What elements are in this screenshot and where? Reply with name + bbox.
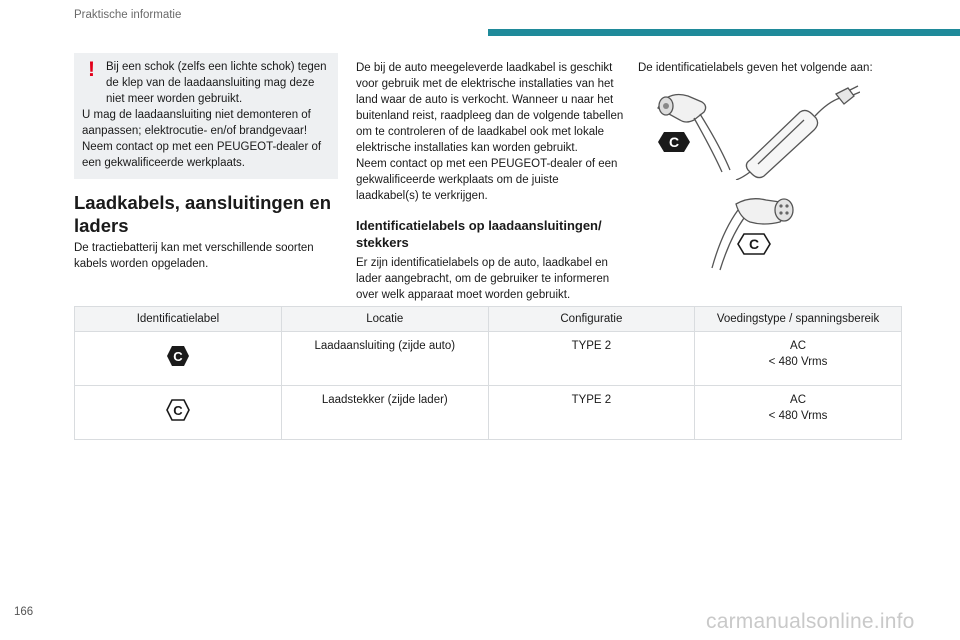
connector-cable-illustration: [650, 80, 860, 180]
location-cell: Laadaansluiting (zijde auto): [281, 332, 488, 386]
warning-text-1: Bij een schok (zelfs een lichte schok) tegen de klep van de laadaansluiting mag deze niet meer worden gebruikt.: [106, 61, 327, 105]
column2-para2: Neem contact op met een PEUGEOT-dealer of een gekwalificeerde werkplaats om de juiste laadkabel(s) te verkrijgen.: [356, 158, 618, 202]
subheading: Identificatielabels op laadaansluitingen/ stekkers: [356, 218, 602, 250]
power-type: AC: [790, 340, 807, 352]
power-type: AC: [790, 394, 807, 406]
warning-text-3: Neem contact op met een PEUGEOT-dealer of een gekwalificeerde werkplaats.: [82, 141, 322, 169]
control-box-icon: [736, 86, 860, 180]
label-cell: [75, 332, 282, 386]
table-header-location: Locatie: [281, 307, 488, 332]
vehicle-label-c-icon: [658, 132, 690, 152]
header-title: Praktische informatie: [74, 9, 182, 21]
watermark: carmanualsonline.info: [706, 610, 915, 633]
warning-text-2: U mag de laadaansluiting niet demonteren of aanpassen; elektrocutie- en/of brandgevaar!: [82, 109, 311, 137]
column2-para3: Er zijn identificatielabels op de auto, laadkabel en lader aangebracht, om de gebruiker te informeren over welk apparaat moet worden gebruikt.: [356, 257, 610, 301]
configuration-cell: TYPE 2: [488, 386, 694, 440]
column2-text: [356, 60, 624, 204]
identification-table: [74, 306, 902, 440]
illus-label-text-1: C: [668, 134, 680, 150]
illus-label-text-2: C: [748, 236, 760, 252]
voltage-range: < 480 Vrms: [768, 410, 828, 422]
table-row: [75, 386, 902, 440]
warning-exclamation-icon: !: [88, 58, 95, 81]
column3-intro: De identificatielabels geven het volgende aan:: [638, 62, 873, 74]
configuration-cell: TYPE 2: [488, 332, 694, 386]
table-header-row: [75, 307, 902, 332]
table-row: [75, 332, 902, 386]
label-c-outline-icon: [166, 398, 190, 422]
page-number: 166: [14, 606, 34, 618]
section-intro: De tractiebatterij kan met verschillende soorten kabels worden opgeladen.: [74, 242, 314, 270]
table-header-power: Voedingstype / spanningsbereik: [695, 307, 902, 332]
section-title: Laadkabels, aansluitingen en laders: [74, 192, 332, 236]
column2-para1: De bij de auto meegeleverde laadkabel is geschikt voor gebruik met de elektrische installaties van het land waar de auto is verkocht. Wanneer u naar het buitenland reist, raadpleeg dan de volgende tabellen om te controleren of de laadkabel ook met lokale elektrische installaties kan worden gebruikt.: [356, 62, 624, 154]
label-c-dark-icon: [166, 344, 190, 368]
table-header-configuration: Configuratie: [488, 307, 694, 332]
table-header-label: Identificatielabel: [75, 307, 282, 332]
label-cell: [75, 386, 282, 440]
warning-box: [74, 53, 338, 179]
table-label-text-1: C: [173, 348, 183, 364]
voltage-range: < 480 Vrms: [768, 356, 828, 368]
location-cell: Laadstekker (zijde lader): [281, 386, 488, 440]
charger-plug-illustration: [700, 188, 810, 272]
power-cell: [695, 386, 902, 440]
power-cell: [695, 332, 902, 386]
header-accent-bar: [488, 29, 960, 36]
charger-label-c-icon: [738, 234, 770, 254]
table-label-text-2: C: [173, 402, 183, 418]
